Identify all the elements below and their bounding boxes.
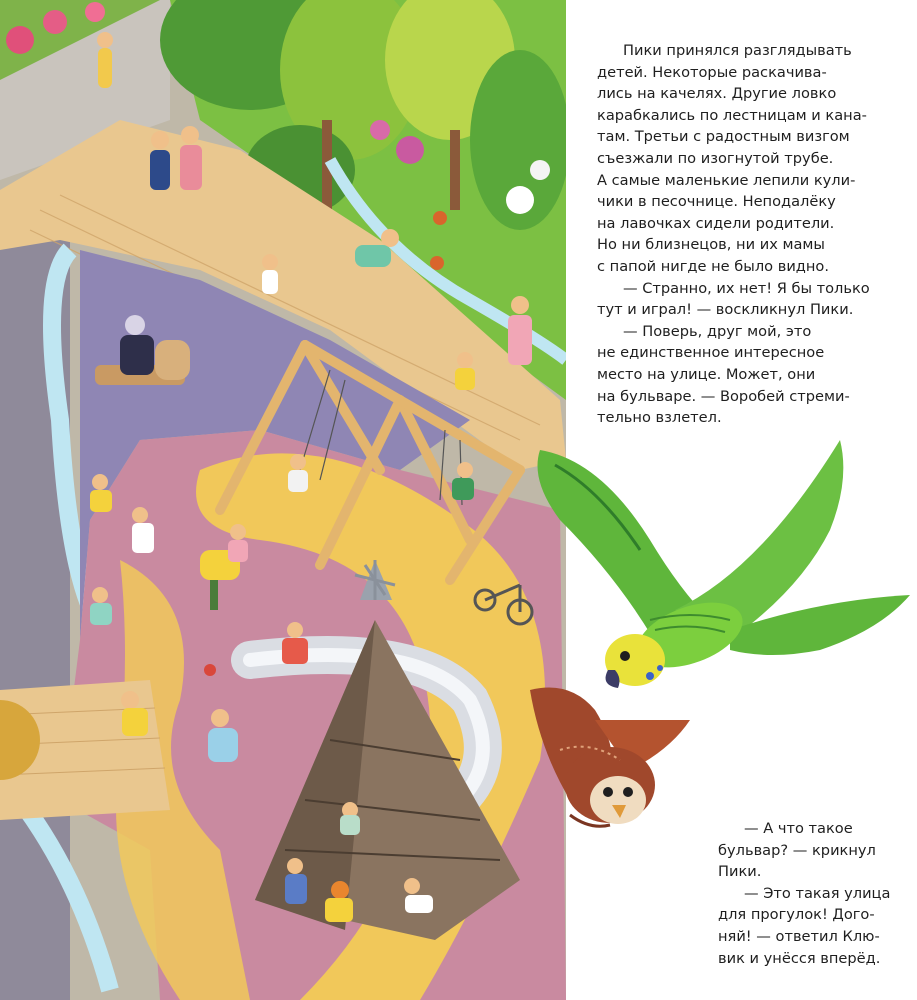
ball <box>204 664 216 676</box>
text-line: на лавочках сидели родители. <box>597 214 835 232</box>
text-line: там. Третьи с радостным визгом <box>597 128 850 146</box>
text-line: тельно взлетел. <box>597 409 722 427</box>
text-line: съезжали по изогнутой трубе. <box>597 149 834 167</box>
text-line: — Странно, их нет! Я бы только <box>623 279 870 297</box>
sparrow <box>530 688 690 827</box>
text-line: Пики принялся разглядывать <box>623 42 852 59</box>
text-line: — А что такое <box>744 820 853 837</box>
story-text-top <box>597 40 897 429</box>
text-line: бульвар? — крикнул <box>718 841 876 859</box>
text-line: Пики. <box>718 863 762 881</box>
text-line: чики в песочнице. Неподалёку <box>597 193 836 211</box>
text-line: — Это такая улица <box>744 884 891 902</box>
text-line: Но ни близнецов, ни их мамы <box>597 236 825 254</box>
text-line: место на улице. Может, они <box>597 365 816 383</box>
text-line: тут и играл! — воскликнул Пики. <box>597 301 854 319</box>
squirrel <box>433 211 447 225</box>
text-line: — Поверь, друг мой, это <box>623 322 812 340</box>
parrot <box>538 440 911 688</box>
text-line: детей. Некоторые раскачива- <box>597 63 827 81</box>
text-line: вик и унёсся вперёд. <box>718 949 881 967</box>
story-text-bottom <box>718 818 898 969</box>
text-line: для прогулок! Дого- <box>718 906 875 924</box>
text-line: карабкались по лестницам и кана- <box>597 106 867 124</box>
text-line: с папой нигде не было видно. <box>597 257 830 275</box>
text-line: не единственное интересное <box>597 344 825 362</box>
text-line: лись на качелях. Другие ловко <box>597 85 837 103</box>
birds-illustration <box>500 420 917 840</box>
squirrel <box>430 256 444 270</box>
text-line: на бульваре. — Воробей стреми- <box>597 387 850 405</box>
text-line: А самые маленькие лепили кули- <box>597 171 856 189</box>
text-line: няй! — ответил Клю- <box>718 927 880 945</box>
